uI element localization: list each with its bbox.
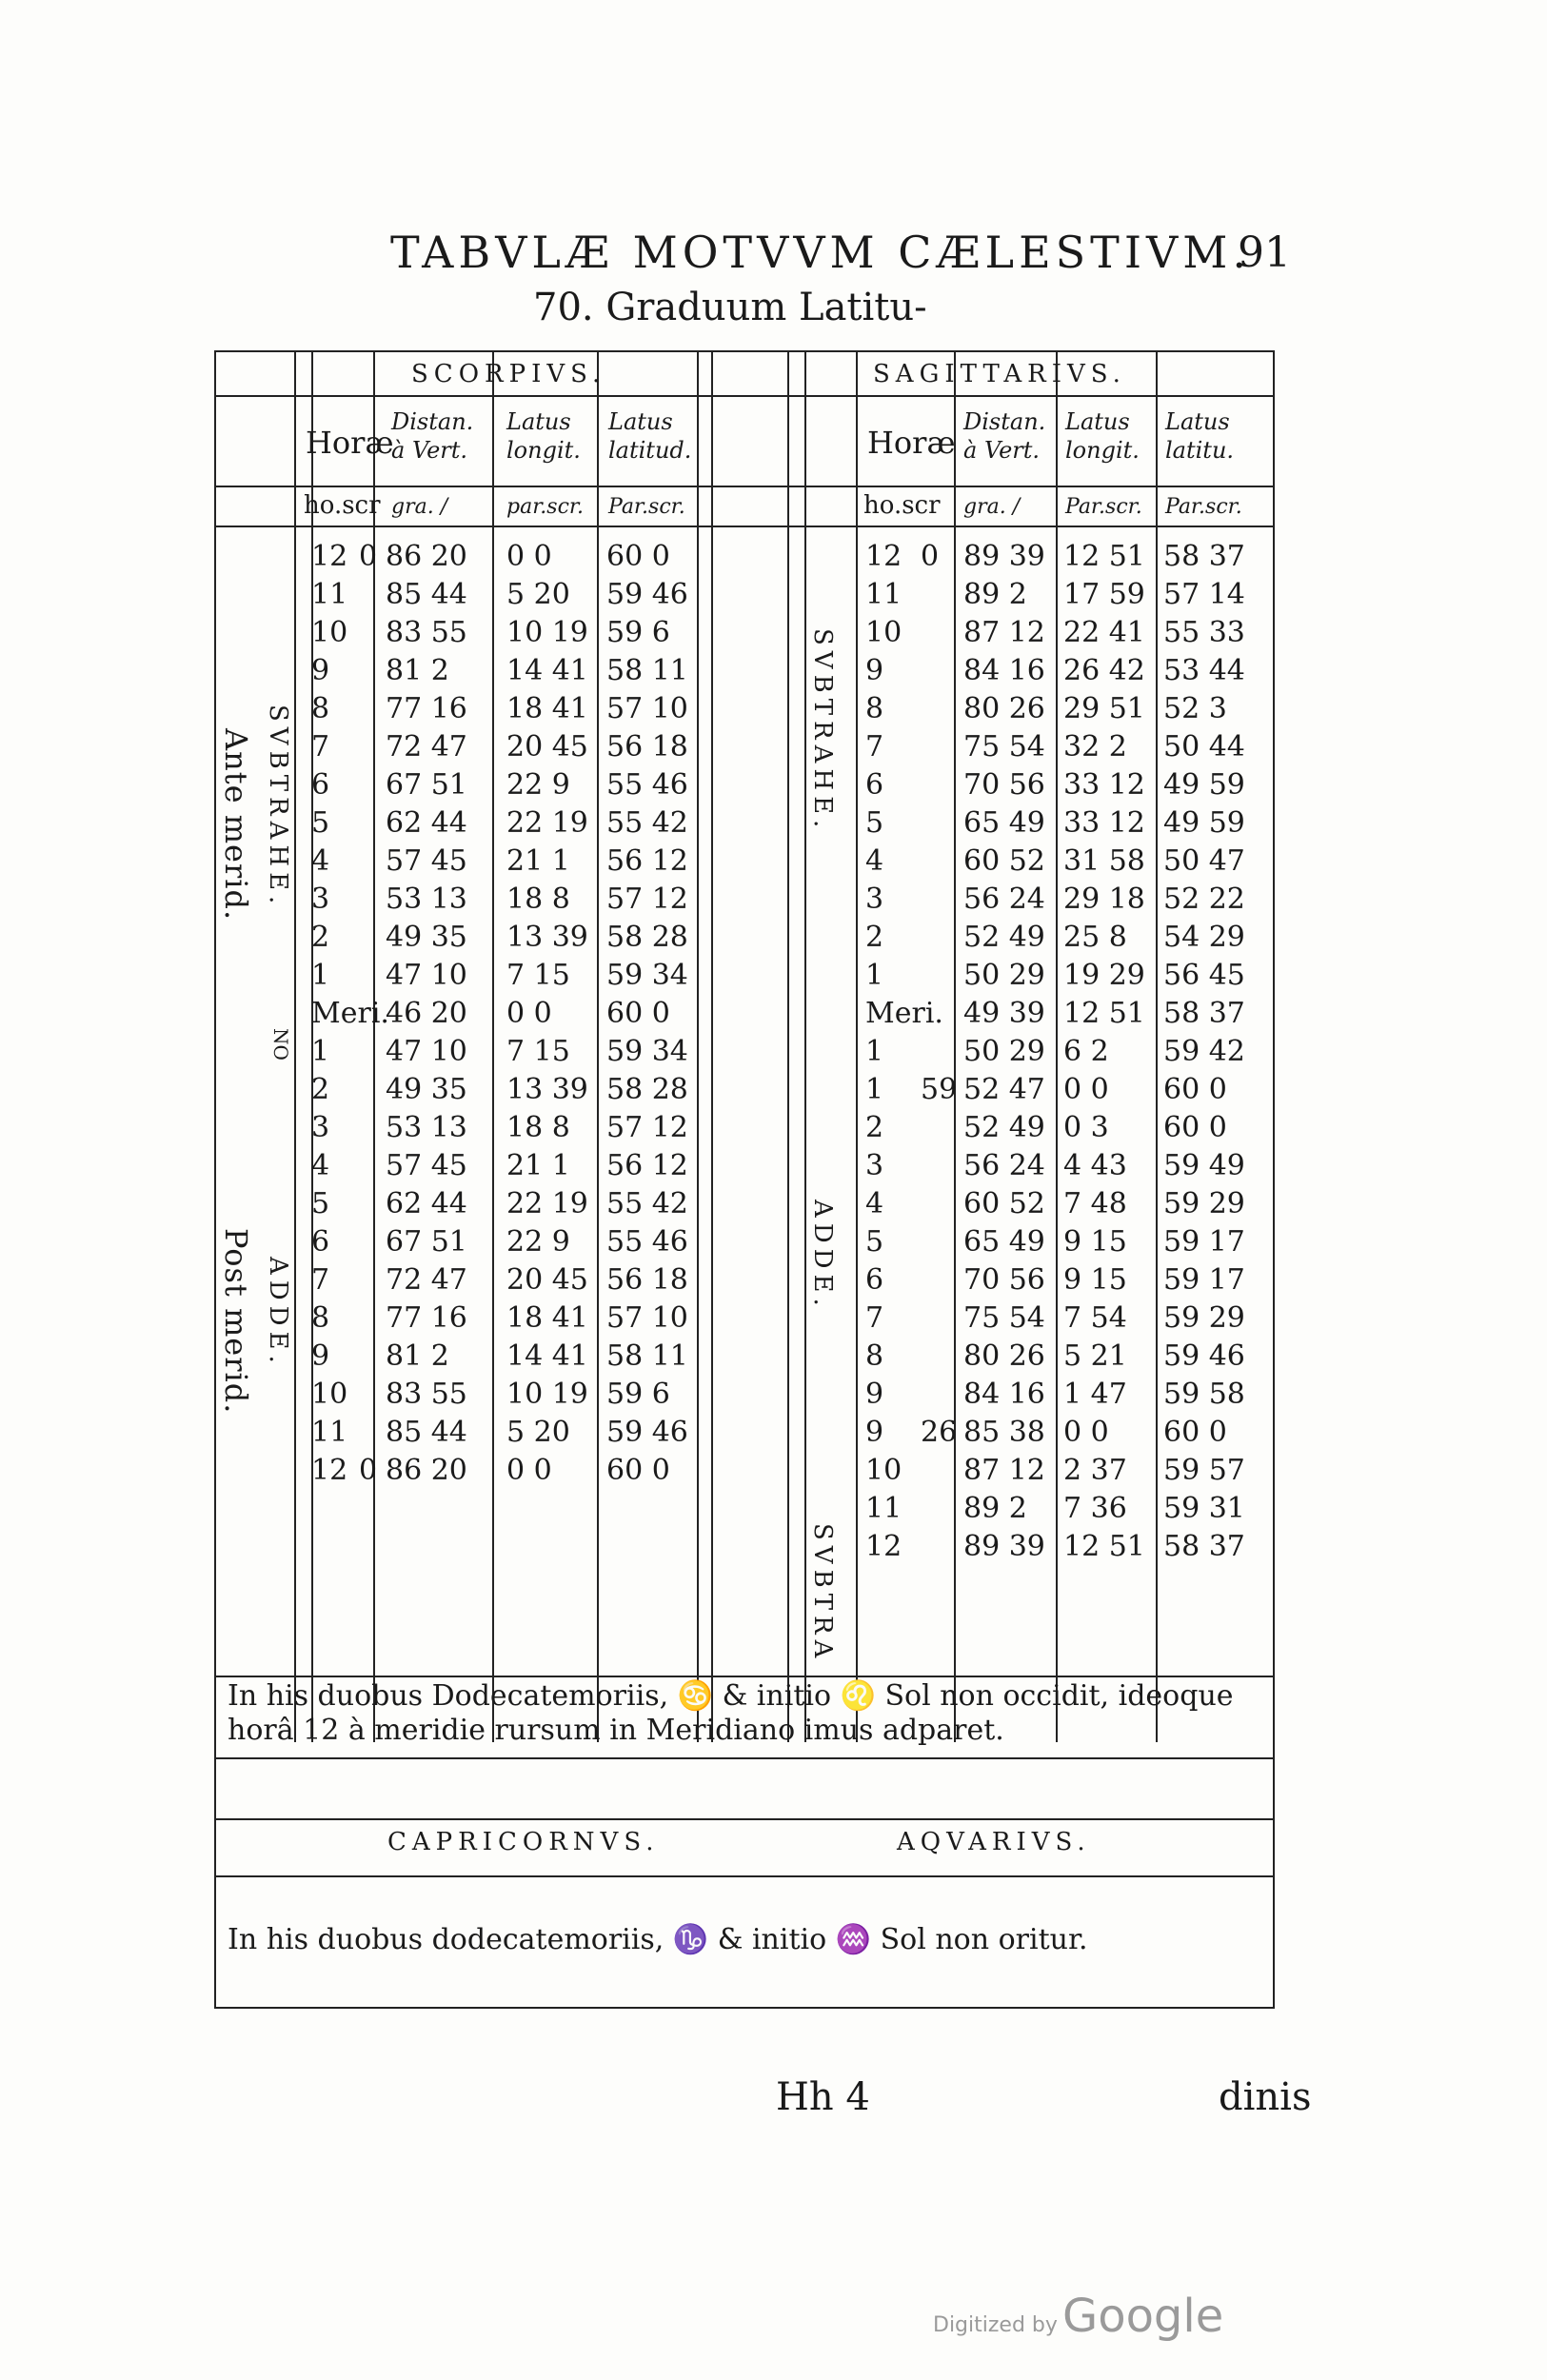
right-cell-lo: 7 36: [1063, 1492, 1127, 1525]
header-horae-right: Horæ: [867, 425, 956, 461]
right-table-row: [216, 804, 1273, 843]
right-cell-h: 9: [865, 654, 884, 687]
right-cell-la: 54 29: [1163, 921, 1245, 954]
right-cell-lo: 31 58: [1063, 844, 1145, 878]
sign-aquarius: AQVARIVS.: [897, 1828, 1091, 1856]
right-cell-la: 53 44: [1163, 654, 1245, 687]
right-cell-la: 59 49: [1163, 1149, 1245, 1182]
watermark: [933, 2290, 1223, 2343]
right-cell-h: 1: [865, 1073, 884, 1106]
right-cell-s: 26: [921, 1416, 958, 1449]
right-cell-la: 49 59: [1163, 806, 1245, 840]
left-cell-lo: 13 39: [506, 1073, 588, 1106]
sign-sagittarius: SAGITTARIVS.: [873, 360, 1126, 388]
right-table-row: [216, 1185, 1273, 1223]
left-cell-h: 8: [311, 1301, 330, 1335]
left-cell-h: 3: [311, 1111, 330, 1144]
label-subtrahe-right: SVBTRAHE.: [808, 628, 837, 834]
left-cell-la: 58 28: [606, 921, 688, 954]
right-cell-h: 3: [865, 883, 884, 916]
left-cell-d: 77 16: [386, 692, 467, 725]
running-title: TABVLÆ MOTVVM CÆLESTIVM.: [390, 227, 1251, 278]
right-cell-lo: 26 42: [1063, 654, 1145, 687]
left-cell-h: 7: [311, 1263, 330, 1297]
sign-capricornus: CAPRICORNVS.: [387, 1828, 660, 1856]
left-cell-lo: 20 45: [506, 730, 588, 764]
left-cell-h: 2: [311, 1073, 330, 1106]
left-cell-d: 81 2: [386, 1339, 449, 1373]
right-cell-d: 80 26: [963, 1339, 1045, 1373]
right-cell-d: 89 39: [963, 540, 1045, 573]
left-cell-la: 55 46: [606, 768, 688, 802]
right-cell-la: 55 33: [1163, 616, 1245, 649]
right-cell-h: 10: [865, 616, 902, 649]
right-cell-lo: 19 29: [1063, 959, 1145, 992]
left-cell-la: 58 28: [606, 1073, 688, 1106]
right-cell-h: 6: [865, 768, 884, 802]
right-table-row: [216, 1071, 1273, 1109]
right-cell-d: 75 54: [963, 1301, 1045, 1335]
left-cell-la: 57 12: [606, 1111, 688, 1144]
right-cell-la: 49 59: [1163, 768, 1245, 802]
right-cell-lo: 7 48: [1063, 1187, 1127, 1220]
right-cell-h: 12: [865, 1530, 902, 1563]
unit-longit-right: Par.scr.: [1065, 495, 1142, 519]
right-cell-h: 1: [865, 959, 884, 992]
catchword: dinis: [1219, 2075, 1312, 2119]
right-table-row: [216, 1452, 1273, 1490]
left-cell-h: 5: [311, 806, 330, 840]
left-cell-d: 77 16: [386, 1301, 467, 1335]
right-cell-la: 50 44: [1163, 730, 1245, 764]
left-cell-d: 86 20: [386, 540, 467, 573]
left-cell-h: 9: [311, 654, 330, 687]
right-cell-h: 7: [865, 1301, 884, 1335]
left-cell-lo: 21 1: [506, 1149, 570, 1182]
left-cell-lo: 13 39: [506, 921, 588, 954]
right-cell-d: 56 24: [963, 1149, 1045, 1182]
left-cell-la: 60 0: [606, 540, 670, 573]
right-cell-lo: 4 43: [1063, 1149, 1127, 1182]
left-cell-h: 5: [311, 1187, 330, 1220]
right-cell-lo: 29 18: [1063, 883, 1145, 916]
table-subtitle: 70. Graduum Latitu-: [533, 286, 927, 329]
left-cell-d: 62 44: [386, 1187, 467, 1220]
right-cell-la: 60 0: [1163, 1111, 1227, 1144]
right-table-row: [216, 576, 1273, 614]
left-cell-la: 56 18: [606, 730, 688, 764]
left-cell-h: 1: [311, 1035, 330, 1068]
right-cell-d: 89 39: [963, 1530, 1045, 1563]
left-cell-la: 60 0: [606, 997, 670, 1030]
left-cell-d: 49 35: [386, 921, 467, 954]
sign-scorpius: SCORPIVS.: [411, 360, 606, 388]
header-longit-right: Latus longit.: [1065, 408, 1140, 464]
left-cell-d: 85 44: [386, 578, 467, 611]
left-cell-d: 53 13: [386, 1111, 467, 1144]
left-cell-d: 83 55: [386, 616, 467, 649]
label-subtra-right-bottom: SVBTRA: [808, 1523, 837, 1664]
note-cancer-leo: In his duobus Dodecatemoriis, ♋ & initio ♌ Sol non occidit, ideoque horâ 12 à meridie rursum in Meridiano imus adparet.: [228, 1679, 1234, 1747]
right-cell-d: 52 47: [963, 1073, 1045, 1106]
left-cell-la: 56 12: [606, 1149, 688, 1182]
page-number: 91: [1238, 228, 1291, 277]
right-cell-lo: 12 51: [1063, 1530, 1145, 1563]
left-cell-la: 60 0: [606, 1454, 670, 1487]
left-cell-lo: 18 41: [506, 1301, 588, 1335]
left-cell-lo: 10 19: [506, 1378, 588, 1411]
right-cell-d: 50 29: [963, 959, 1045, 992]
left-cell-lo: 22 19: [506, 1187, 588, 1220]
label-adde-right: ADDE.: [808, 1200, 837, 1312]
header-latit-left: Latus latitud.: [608, 408, 692, 464]
left-cell-h: 4: [311, 1149, 330, 1182]
right-cell-d: 60 52: [963, 1187, 1045, 1220]
right-cell-lo: 32 2: [1063, 730, 1127, 764]
right-cell-h: 12: [865, 540, 902, 573]
right-table-row: [216, 766, 1273, 804]
right-cell-d: 65 49: [963, 806, 1045, 840]
label-adde-left: ADDE.: [264, 1257, 292, 1369]
left-cell-s: 0: [359, 540, 378, 573]
right-cell-d: 60 52: [963, 844, 1045, 878]
unit-latit-right: Par.scr.: [1165, 495, 1242, 519]
left-cell-lo: 0 0: [506, 997, 552, 1030]
right-cell-la: 52 3: [1163, 692, 1227, 725]
right-cell-d: 50 29: [963, 1035, 1045, 1068]
right-table-row: [216, 1261, 1273, 1299]
right-cell-h: 1: [865, 1035, 884, 1068]
right-cell-lo: 17 59: [1063, 578, 1145, 611]
left-cell-h: 6: [311, 768, 330, 802]
left-cell-d: 57 45: [386, 844, 467, 878]
left-cell-h: 4: [311, 844, 330, 878]
left-cell-la: 58 11: [606, 654, 688, 687]
right-cell-d: 49 39: [963, 997, 1045, 1030]
left-cell-d: 53 13: [386, 883, 467, 916]
label-no-left: NO: [269, 1028, 292, 1061]
right-cell-la: 52 22: [1163, 883, 1245, 916]
left-cell-h: 1: [311, 959, 330, 992]
left-cell-lo: 22 9: [506, 1225, 570, 1259]
left-cell-la: 56 12: [606, 844, 688, 878]
left-cell-lo: 7 15: [506, 959, 570, 992]
signature-mark: Hh 4: [776, 2075, 870, 2119]
right-cell-la: 59 46: [1163, 1339, 1245, 1373]
left-cell-h: 6: [311, 1225, 330, 1259]
right-cell-s: 59: [921, 1073, 958, 1106]
watermark-brand: Google: [1062, 2290, 1224, 2343]
label-subtrahe-left: SVBTRAHE.: [264, 704, 292, 910]
right-cell-lo: 1 47: [1063, 1378, 1127, 1411]
left-cell-h: 10: [311, 616, 348, 649]
unit-latit-left: Par.scr.: [608, 495, 685, 519]
right-table-row: [216, 614, 1273, 652]
right-cell-h: 9: [865, 1416, 884, 1449]
right-cell-h: 11: [865, 1492, 902, 1525]
left-cell-lo: 0 0: [506, 540, 552, 573]
right-cell-lo: 5 21: [1063, 1339, 1127, 1373]
header-distan-right: Distan. à Vert.: [963, 408, 1046, 464]
header-horae-left: Horæ: [306, 425, 394, 461]
right-cell-la: 59 29: [1163, 1301, 1245, 1335]
left-cell-h: Meri.: [311, 997, 389, 1030]
left-cell-la: 58 11: [606, 1339, 688, 1373]
right-table-row: [216, 1528, 1273, 1566]
right-cell-lo: 22 41: [1063, 616, 1145, 649]
right-table-row: [216, 1299, 1273, 1338]
left-cell-la: 56 18: [606, 1263, 688, 1297]
right-cell-lo: 33 12: [1063, 806, 1145, 840]
right-cell-la: 60 0: [1163, 1073, 1227, 1106]
right-table-row: [216, 995, 1273, 1033]
left-cell-d: 47 10: [386, 959, 467, 992]
right-cell-la: 59 29: [1163, 1187, 1245, 1220]
right-cell-d: 70 56: [963, 1263, 1045, 1297]
right-cell-lo: 0 0: [1063, 1416, 1109, 1449]
latitude-table: [214, 350, 1275, 2009]
right-cell-la: 57 14: [1163, 578, 1245, 611]
left-cell-d: 81 2: [386, 654, 449, 687]
right-table-row: [216, 1109, 1273, 1147]
left-cell-d: 85 44: [386, 1416, 467, 1449]
right-table-row: [216, 957, 1273, 995]
right-cell-la: 59 42: [1163, 1035, 1245, 1068]
left-cell-d: 62 44: [386, 806, 467, 840]
right-cell-h: Meri.: [865, 997, 943, 1030]
right-cell-lo: 33 12: [1063, 768, 1145, 802]
right-cell-d: 56 24: [963, 883, 1045, 916]
left-cell-lo: 0 0: [506, 1454, 552, 1487]
note-capricorn-aquarius: In his duobus dodecatemoriis, ♑ & initio ♒ Sol non oritur.: [228, 1923, 1088, 1956]
right-cell-d: 70 56: [963, 768, 1045, 802]
right-table-row: [216, 538, 1273, 576]
unit-horae-right: ho.scr: [863, 491, 941, 520]
right-cell-lo: 12 51: [1063, 540, 1145, 573]
right-table-row: [216, 1414, 1273, 1452]
left-cell-d: 72 47: [386, 730, 467, 764]
right-cell-d: 80 26: [963, 692, 1045, 725]
right-cell-h: 4: [865, 1187, 884, 1220]
left-cell-lo: 10 19: [506, 616, 588, 649]
left-cell-h: 12: [311, 540, 348, 573]
right-table-row: [216, 728, 1273, 766]
right-cell-lo: 25 8: [1063, 921, 1127, 954]
right-table-row: [216, 690, 1273, 728]
right-cell-d: 89 2: [963, 578, 1027, 611]
right-cell-la: 56 45: [1163, 959, 1245, 992]
right-cell-la: 59 31: [1163, 1492, 1245, 1525]
left-cell-d: 86 20: [386, 1454, 467, 1487]
left-cell-d: 83 55: [386, 1378, 467, 1411]
left-cell-d: 47 10: [386, 1035, 467, 1068]
left-cell-lo: 21 1: [506, 844, 570, 878]
unit-longit-left: par.scr.: [506, 495, 584, 519]
left-cell-d: 49 35: [386, 1073, 467, 1106]
right-cell-lo: 0 0: [1063, 1073, 1109, 1106]
left-cell-h: 2: [311, 921, 330, 954]
left-cell-lo: 5 20: [506, 578, 570, 611]
right-cell-lo: 6 2: [1063, 1035, 1109, 1068]
left-cell-la: 57 12: [606, 883, 688, 916]
right-cell-lo: 7 54: [1063, 1301, 1127, 1335]
left-cell-d: 72 47: [386, 1263, 467, 1297]
unit-distan-left: gra. /: [391, 495, 448, 519]
left-cell-lo: 20 45: [506, 1263, 588, 1297]
left-cell-la: 59 6: [606, 616, 670, 649]
right-cell-h: 10: [865, 1454, 902, 1487]
header-longit-left: Latus longit.: [506, 408, 581, 464]
right-cell-h: 7: [865, 730, 884, 764]
right-cell-lo: 29 51: [1063, 692, 1145, 725]
unit-horae-left: ho.scr: [304, 491, 381, 520]
left-cell-d: 46 20: [386, 997, 467, 1030]
left-cell-h: 8: [311, 692, 330, 725]
right-table-row: [216, 1490, 1273, 1528]
right-cell-lo: 9 15: [1063, 1225, 1127, 1259]
left-cell-lo: 18 41: [506, 692, 588, 725]
right-cell-lo: 9 15: [1063, 1263, 1127, 1297]
right-cell-la: 59 17: [1163, 1263, 1245, 1297]
right-table-row: [216, 1338, 1273, 1376]
left-cell-la: 57 10: [606, 1301, 688, 1335]
right-cell-h: 8: [865, 692, 884, 725]
left-cell-lo: 14 41: [506, 654, 588, 687]
left-cell-h: 3: [311, 883, 330, 916]
label-ante-merid: Ante merid.: [218, 728, 254, 922]
left-cell-h: 7: [311, 730, 330, 764]
left-cell-lo: 22 19: [506, 806, 588, 840]
right-cell-h: 6: [865, 1263, 884, 1297]
left-cell-la: 59 46: [606, 1416, 688, 1449]
right-cell-h: 9: [865, 1378, 884, 1411]
right-cell-la: 58 37: [1163, 540, 1245, 573]
right-table-row: [216, 652, 1273, 690]
right-cell-s: 0: [921, 540, 940, 573]
left-cell-la: 55 42: [606, 806, 688, 840]
left-cell-la: 57 10: [606, 692, 688, 725]
left-cell-d: 67 51: [386, 1225, 467, 1259]
left-cell-h: 11: [311, 578, 348, 611]
left-cell-la: 59 34: [606, 959, 688, 992]
left-cell-la: 55 46: [606, 1225, 688, 1259]
unit-distan-right: gra. /: [963, 495, 1021, 519]
left-cell-h: 10: [311, 1378, 348, 1411]
left-cell-la: 59 34: [606, 1035, 688, 1068]
right-cell-la: 60 0: [1163, 1416, 1227, 1449]
right-cell-lo: 0 3: [1063, 1111, 1109, 1144]
right-cell-d: 75 54: [963, 730, 1045, 764]
right-cell-d: 85 38: [963, 1416, 1045, 1449]
left-cell-lo: 18 8: [506, 1111, 570, 1144]
right-table-row: [216, 1147, 1273, 1185]
left-cell-lo: 14 41: [506, 1339, 588, 1373]
right-cell-h: 11: [865, 578, 902, 611]
right-cell-la: 59 58: [1163, 1378, 1245, 1411]
right-cell-d: 87 12: [963, 1454, 1045, 1487]
left-cell-lo: 22 9: [506, 768, 570, 802]
right-cell-d: 89 2: [963, 1492, 1027, 1525]
right-table-row: [216, 881, 1273, 919]
right-cell-lo: 12 51: [1063, 997, 1145, 1030]
left-cell-s: 0: [359, 1454, 378, 1487]
right-cell-la: 58 37: [1163, 1530, 1245, 1563]
right-cell-la: 58 37: [1163, 997, 1245, 1030]
right-table-row: [216, 1033, 1273, 1071]
right-cell-la: 59 57: [1163, 1454, 1245, 1487]
left-cell-lo: 5 20: [506, 1416, 570, 1449]
right-cell-h: 3: [865, 1149, 884, 1182]
left-cell-h: 9: [311, 1339, 330, 1373]
right-cell-d: 84 16: [963, 1378, 1045, 1411]
left-cell-la: 55 42: [606, 1187, 688, 1220]
right-table-row: [216, 843, 1273, 881]
header-latit-right: Latus latitu.: [1165, 408, 1235, 464]
right-table-row: [216, 919, 1273, 957]
right-cell-d: 87 12: [963, 616, 1045, 649]
left-cell-h: 11: [311, 1416, 348, 1449]
left-cell-la: 59 46: [606, 578, 688, 611]
left-cell-d: 67 51: [386, 768, 467, 802]
right-cell-la: 50 47: [1163, 844, 1245, 878]
right-table-row: [216, 1376, 1273, 1414]
right-cell-h: 2: [865, 921, 884, 954]
left-cell-la: 59 6: [606, 1378, 670, 1411]
right-cell-d: 52 49: [963, 1111, 1045, 1144]
right-cell-d: 65 49: [963, 1225, 1045, 1259]
right-cell-d: 52 49: [963, 921, 1045, 954]
left-cell-h: 12: [311, 1454, 348, 1487]
right-cell-lo: 2 37: [1063, 1454, 1127, 1487]
right-cell-la: 59 17: [1163, 1225, 1245, 1259]
right-cell-d: 84 16: [963, 654, 1045, 687]
right-table-row: [216, 1223, 1273, 1261]
right-cell-h: 5: [865, 806, 884, 840]
right-cell-h: 8: [865, 1339, 884, 1373]
watermark-prefix: Digitized by: [933, 2313, 1058, 2337]
header-distan-left: Distan. à Vert.: [391, 408, 474, 464]
left-cell-lo: 7 15: [506, 1035, 570, 1068]
label-post-merid: Post merid.: [218, 1228, 254, 1415]
right-cell-h: 5: [865, 1225, 884, 1259]
right-cell-h: 4: [865, 844, 884, 878]
left-cell-d: 57 45: [386, 1149, 467, 1182]
right-cell-h: 2: [865, 1111, 884, 1144]
left-cell-lo: 18 8: [506, 883, 570, 916]
